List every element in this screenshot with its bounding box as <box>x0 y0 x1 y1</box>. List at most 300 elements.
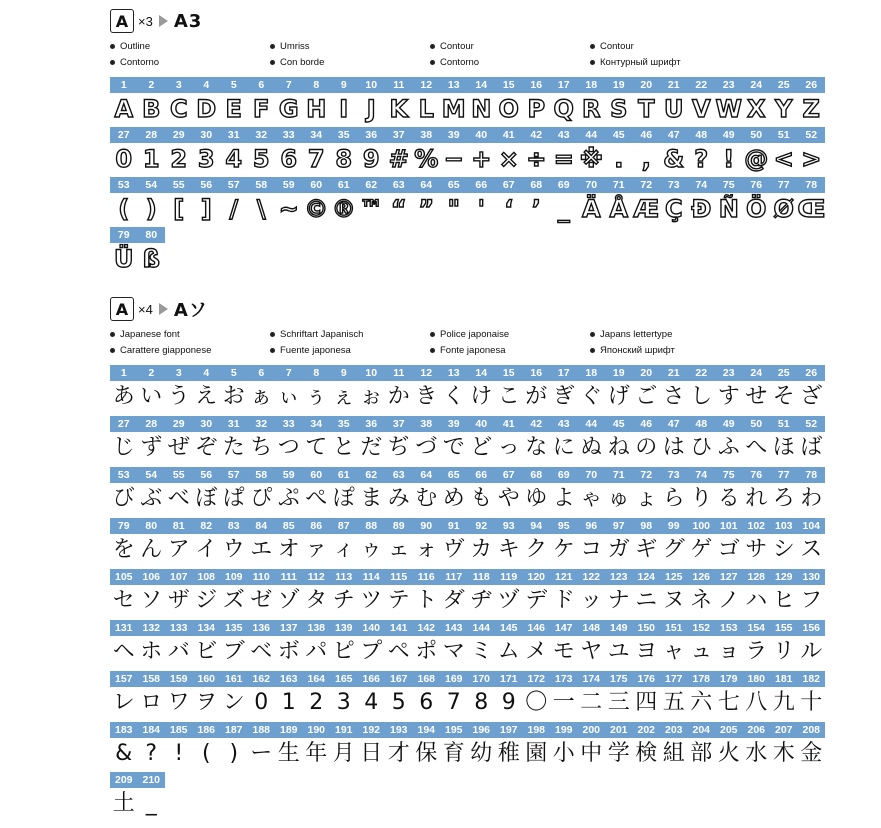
char-number: 131 <box>114 622 133 634</box>
character-glyph: 部 <box>690 741 713 766</box>
character-glyph: 9 <box>362 145 380 173</box>
character-glyph: 4 <box>225 145 243 173</box>
character-glyph: ヌ <box>662 588 685 613</box>
char-number: 35 <box>337 129 350 141</box>
character-glyph: + <box>471 145 492 173</box>
char-number: 44 <box>585 129 598 141</box>
character-glyph: ッ <box>580 588 603 613</box>
character-glyph: て <box>305 435 328 460</box>
character-glyph: K <box>389 95 409 123</box>
bullet-icon <box>590 348 595 353</box>
character-glyph: は <box>662 435 685 460</box>
character-glyph: ュ <box>690 639 713 664</box>
char-number: 32 <box>255 129 268 141</box>
character-glyph: 2 <box>170 145 188 173</box>
character-glyph: ら <box>662 486 685 511</box>
font-name-item <box>270 345 430 356</box>
char-number: 207 <box>774 724 793 736</box>
char-number: 7 <box>285 367 292 379</box>
character-glyph: に <box>552 435 575 460</box>
character-glyph: D <box>196 95 217 123</box>
char-number: 82 <box>200 520 213 532</box>
char-number: 16 <box>530 79 543 91</box>
character-glyph: ゅ <box>607 486 630 511</box>
character-glyph: 学 <box>607 741 630 766</box>
character-glyph: ぶ <box>140 486 163 511</box>
character-glyph: N <box>471 95 492 123</box>
character-glyph: 8 <box>474 690 489 715</box>
character-glyph: ノ <box>717 588 740 613</box>
char-number: 79 <box>117 229 130 241</box>
char-number: 187 <box>224 724 243 736</box>
char-number: 34 <box>310 418 323 430</box>
font-name-text: Outline <box>120 40 151 52</box>
character-glyph: ß <box>142 245 160 273</box>
bullet-icon <box>430 348 435 353</box>
char-number: 37 <box>392 129 405 141</box>
number-bar <box>110 518 825 534</box>
char-number: 202 <box>637 724 656 736</box>
char-number: 54 <box>145 469 158 481</box>
character-glyph: ゥ <box>360 537 383 562</box>
char-number: 48 <box>695 129 708 141</box>
char-number: 192 <box>362 724 381 736</box>
character-glyph: け <box>470 384 493 409</box>
character-row <box>110 788 165 820</box>
char-number: 132 <box>142 622 161 634</box>
char-number: 139 <box>334 622 353 634</box>
character-glyph: む <box>415 486 438 511</box>
character-glyph: 4 <box>364 690 379 715</box>
char-number: 49 <box>722 418 735 430</box>
result-display: A3 <box>173 10 203 32</box>
char-number: 2 <box>148 79 155 91</box>
character-glyph: コ <box>580 537 603 562</box>
char-number: 171 <box>499 673 518 685</box>
char-number: 99 <box>667 520 680 532</box>
font-name-item <box>590 345 750 356</box>
char-number: 102 <box>747 520 766 532</box>
char-number: 93 <box>502 520 515 532</box>
character-glyph: 5 <box>391 690 406 715</box>
char-number: 67 <box>502 469 515 481</box>
character-glyph: き <box>415 384 438 409</box>
char-number: 59 <box>282 469 295 481</box>
char-number: 18 <box>585 367 598 379</box>
char-number: 138 <box>307 622 326 634</box>
char-number: 23 <box>722 367 735 379</box>
char-number: 178 <box>692 673 711 685</box>
character-glyph: R <box>582 95 601 123</box>
character-glyph: が <box>525 384 548 409</box>
character-glyph: ズ <box>222 588 245 613</box>
bullet-icon <box>270 332 275 337</box>
character-glyph: テ <box>387 588 410 613</box>
character-glyph: 木 <box>772 741 795 766</box>
char-number: 205 <box>719 724 738 736</box>
character-glyph: U <box>664 95 684 123</box>
character-glyph: 育 <box>442 741 465 766</box>
character-glyph: ロ <box>140 690 163 715</box>
character-glyph: 中 <box>580 741 603 766</box>
char-number: 176 <box>637 673 656 685</box>
bullet-icon <box>110 348 115 353</box>
char-number: 12 <box>420 79 433 91</box>
character-glyph: ね <box>607 435 630 460</box>
character-glyph: ぢ <box>387 435 410 460</box>
character-glyph: 0 <box>254 690 269 715</box>
character-row <box>110 687 825 719</box>
char-number: 87 <box>337 520 350 532</box>
character-glyph: ト <box>415 588 438 613</box>
character-glyph: ざ <box>800 384 823 409</box>
character-glyph: く <box>442 384 465 409</box>
character-glyph: レ <box>112 690 135 715</box>
char-number: 56 <box>200 179 213 191</box>
char-number: 57 <box>227 469 240 481</box>
char-number: 28 <box>145 129 158 141</box>
char-number: 31 <box>227 129 240 141</box>
character-glyph: を <box>112 537 135 562</box>
char-number: 53 <box>117 469 130 481</box>
character-glyph: ダ <box>442 588 465 613</box>
character-glyph: ゲ <box>690 537 713 562</box>
character-glyph: ※ <box>579 145 603 173</box>
char-number: 45 <box>612 418 625 430</box>
char-number: 119 <box>500 571 518 583</box>
char-number: 120 <box>527 571 546 583</box>
character-glyph: 〇 <box>525 690 548 715</box>
char-number: 152 <box>692 622 711 634</box>
character-glyph: メ <box>525 639 548 664</box>
char-number: 85 <box>282 520 295 532</box>
number-bar <box>110 416 825 432</box>
char-number: 128 <box>747 571 766 583</box>
character-glyph: 1 <box>281 690 296 715</box>
char-number: 110 <box>252 571 270 583</box>
character-glyph: T <box>638 95 655 123</box>
char-number: 71 <box>612 179 625 191</box>
character-glyph: Å <box>609 195 629 223</box>
character-glyph: ば <box>800 435 823 460</box>
character-glyph: Ü <box>114 245 134 273</box>
char-number: 69 <box>557 179 570 191</box>
character-glyph: ジ <box>195 588 218 613</box>
character-glyph: じ <box>112 435 135 460</box>
char-number: 121 <box>554 571 573 583</box>
char-number: 56 <box>200 469 213 481</box>
character-glyph: ガ <box>607 537 630 562</box>
character-glyph: Ö <box>746 195 767 223</box>
char-number: 72 <box>640 179 653 191</box>
key-button-icon: A <box>110 297 134 321</box>
font-name-text: Contorno <box>440 56 480 68</box>
char-number: 43 <box>557 418 570 430</box>
char-number: 112 <box>307 571 325 583</box>
font-name-item <box>110 345 270 356</box>
char-number: 86 <box>310 520 323 532</box>
char-number: 115 <box>390 571 408 583</box>
character-glyph: ぃ <box>277 384 300 409</box>
character-glyph: れ <box>745 486 768 511</box>
char-number: 182 <box>802 673 821 685</box>
character-row <box>110 738 825 770</box>
character-glyph: 6 <box>280 145 298 173</box>
char-number: 55 <box>172 469 185 481</box>
character-glyph: 7 <box>307 145 325 173</box>
char-number: 36 <box>365 129 378 141</box>
character-glyph: シ <box>772 537 795 562</box>
character-glyph: 8 <box>335 145 353 173</box>
char-number: 129 <box>774 571 793 583</box>
char-number: 6 <box>258 367 265 379</box>
character-glyph: モ <box>552 639 575 664</box>
char-number: 39 <box>447 129 460 141</box>
character-glyph: 日 <box>360 741 383 766</box>
char-number: 61 <box>337 179 350 191</box>
character-glyph: ザ <box>167 588 190 613</box>
character-glyph: ホ <box>140 639 163 664</box>
character-glyph: エ <box>250 537 273 562</box>
char-number: 43 <box>557 129 570 141</box>
character-glyph: 6 <box>419 690 434 715</box>
char-number: 16 <box>530 367 543 379</box>
char-number: 9 <box>340 79 347 91</box>
char-number: 161 <box>224 673 243 685</box>
char-number: 65 <box>447 469 460 481</box>
character-glyph: そ <box>772 384 795 409</box>
character-glyph: F <box>253 95 270 123</box>
character-glyph: キ <box>497 537 520 562</box>
char-number: 26 <box>805 79 818 91</box>
char-number: 30 <box>200 418 213 430</box>
char-number: 177 <box>664 673 683 685</box>
char-number: 73 <box>667 469 680 481</box>
character-glyph: 六 <box>690 690 713 715</box>
char-number: 77 <box>777 469 790 481</box>
character-glyph: ヂ <box>470 588 493 613</box>
char-number: 50 <box>750 418 763 430</box>
character-glyph: O <box>498 95 519 123</box>
character-glyph: ’ <box>531 195 541 223</box>
char-number: 66 <box>475 179 488 191</box>
character-glyph: ネ <box>690 588 713 613</box>
char-number: 91 <box>447 520 460 532</box>
character-glyph: ヘ <box>112 639 135 664</box>
char-number: 28 <box>145 418 158 430</box>
character-glyph: ぴ <box>250 486 273 511</box>
char-number: 136 <box>252 622 271 634</box>
bullet-icon <box>430 332 435 337</box>
char-number: 198 <box>527 724 546 736</box>
character-glyph: ャ <box>662 639 685 664</box>
char-number: 5 <box>230 367 237 379</box>
font-name-text: Carattere giapponese <box>120 344 212 356</box>
character-row <box>110 534 825 566</box>
character-glyph: ゴ <box>717 537 740 562</box>
char-number: 184 <box>142 724 161 736</box>
character-glyph: ユ <box>607 639 630 664</box>
character-glyph: / <box>229 195 239 223</box>
char-number: 92 <box>475 520 488 532</box>
char-number: 201 <box>609 724 628 736</box>
character-glyph: ÷ <box>526 145 547 173</box>
character-row <box>110 585 825 617</box>
section-header <box>110 296 208 322</box>
char-number: 46 <box>640 418 653 430</box>
char-number: 190 <box>307 724 326 736</box>
character-glyph: ぅ <box>305 384 328 409</box>
character-glyph: ョ <box>717 639 740 664</box>
font-name-item <box>430 345 590 356</box>
char-number: 199 <box>554 724 573 736</box>
character-glyph: ミ <box>470 639 493 664</box>
character-row <box>110 636 825 668</box>
char-number: 127 <box>719 571 738 583</box>
char-number: 59 <box>282 179 295 191</box>
char-number: 26 <box>805 367 818 379</box>
character-glyph: ラ <box>745 639 768 664</box>
character-glyph: ほ <box>772 435 795 460</box>
char-number: 25 <box>777 367 790 379</box>
key-button-icon: A <box>110 9 134 33</box>
character-glyph: ド <box>552 588 575 613</box>
char-number: 40 <box>475 129 488 141</box>
char-number: 4 <box>203 79 210 91</box>
char-number: 160 <box>197 673 216 685</box>
character-glyph: バ <box>167 639 190 664</box>
character-glyph: ぷ <box>277 486 300 511</box>
font-name-text: Японский шрифт <box>600 344 675 356</box>
char-number: 118 <box>472 571 490 583</box>
char-number: 140 <box>362 622 381 634</box>
char-number: 173 <box>554 673 573 685</box>
character-glyph: ェ <box>387 537 410 562</box>
char-number: 165 <box>334 673 353 685</box>
char-number: 68 <box>530 179 543 191</box>
character-glyph: © <box>304 195 329 223</box>
char-number: 137 <box>279 622 298 634</box>
bullet-icon <box>590 332 595 337</box>
char-number: 19 <box>612 367 625 379</box>
char-number: 188 <box>252 724 271 736</box>
font-name-text: Fonte japonesa <box>440 344 506 356</box>
char-number: 66 <box>475 469 488 481</box>
character-glyph: 1 <box>142 145 160 173</box>
char-number: 75 <box>722 179 735 191</box>
char-number: 58 <box>255 179 268 191</box>
character-glyph: デ <box>525 588 548 613</box>
char-number: 41 <box>502 129 515 141</box>
bullet-icon <box>110 332 115 337</box>
character-glyph: よ <box>552 486 575 511</box>
character-glyph: 年 <box>305 741 328 766</box>
char-number: 55 <box>172 179 185 191</box>
character-glyph: Ø <box>773 195 794 223</box>
char-number: 97 <box>612 520 625 532</box>
char-number: 81 <box>172 520 185 532</box>
char-number: 125 <box>664 571 683 583</box>
character-row <box>110 381 825 413</box>
character-glyph: 三 <box>607 690 630 715</box>
char-number: 8 <box>313 79 320 91</box>
char-number: 15 <box>502 367 515 379</box>
char-number: 130 <box>802 571 821 583</box>
character-glyph: び <box>112 486 135 511</box>
char-number: 100 <box>692 520 711 532</box>
char-number: 19 <box>612 79 625 91</box>
char-number: 20 <box>640 79 653 91</box>
char-number: 186 <box>197 724 216 736</box>
char-number: 40 <box>475 418 488 430</box>
char-number: 17 <box>557 367 570 379</box>
character-glyph: ] <box>200 195 212 223</box>
char-number: 154 <box>747 622 766 634</box>
character-glyph: Æ <box>633 195 660 223</box>
char-number: 167 <box>389 673 408 685</box>
char-number: 13 <box>447 79 460 91</box>
char-number: 175 <box>609 673 628 685</box>
character-glyph: “ <box>390 195 407 223</box>
character-glyph: " <box>447 195 460 223</box>
character-glyph: ム <box>497 639 520 664</box>
character-glyph: × <box>498 145 519 173</box>
char-number: 122 <box>582 571 601 583</box>
char-number: 38 <box>420 418 433 430</box>
character-glyph: タ <box>305 588 328 613</box>
character-glyph: ま <box>360 486 383 511</box>
character-glyph: ゃ <box>580 486 603 511</box>
char-number: 10 <box>365 79 378 91</box>
char-number: 22 <box>695 367 708 379</box>
character-glyph: げ <box>607 384 630 409</box>
character-glyph: Y <box>775 95 793 123</box>
character-glyph: ケ <box>552 537 575 562</box>
character-glyph: 5 <box>252 145 270 173</box>
character-glyph: Ä <box>581 195 601 223</box>
font-name-text: Japanese font <box>120 328 180 340</box>
character-glyph: Z <box>802 95 820 123</box>
character-glyph: ! <box>723 145 735 173</box>
character-glyph: ツ <box>360 588 383 613</box>
character-glyph: み <box>387 486 410 511</box>
char-number: 61 <box>337 469 350 481</box>
char-number: 183 <box>114 724 133 736</box>
char-number: 60 <box>310 469 323 481</box>
character-glyph: づ <box>415 435 438 460</box>
char-number: 169 <box>444 673 463 685</box>
character-glyph: プ <box>360 639 383 664</box>
character-glyph: の <box>635 435 658 460</box>
character-glyph: ヅ <box>497 588 520 613</box>
character-glyph: ぼ <box>195 486 218 511</box>
character-glyph: 検 <box>635 741 658 766</box>
char-number: 133 <box>169 622 188 634</box>
char-number: 8 <box>313 367 320 379</box>
char-number: 67 <box>502 179 515 191</box>
char-number: 189 <box>279 724 298 736</box>
char-number: 124 <box>637 571 656 583</box>
font-name-item <box>590 329 750 340</box>
char-number: 37 <box>392 418 405 430</box>
font-name-text: Contorno <box>120 56 160 68</box>
char-number: 48 <box>695 418 708 430</box>
font-name-text: Umriss <box>280 40 310 52</box>
char-number: 203 <box>664 724 683 736</box>
character-glyph: ゆ <box>525 486 548 511</box>
char-number: 105 <box>114 571 133 583</box>
character-glyph: _ <box>557 195 570 223</box>
